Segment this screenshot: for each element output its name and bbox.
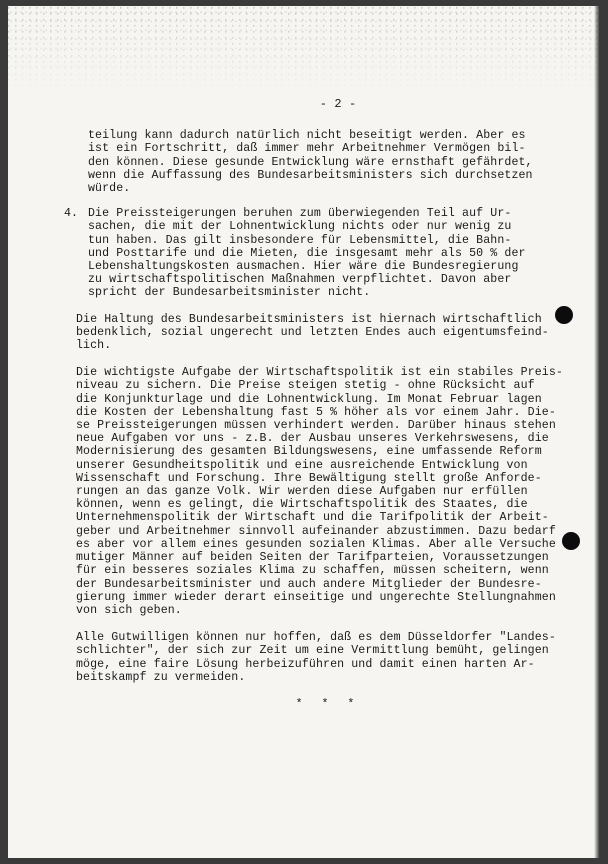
text-line: Die Preissteigerungen beruhen zum überwiegenden Teil auf Ur-	[88, 207, 512, 221]
text-line: geber und Arbeitnehmer sinnvoll aufeinander abzustimmen. Dazu bedarf	[76, 524, 556, 538]
paragraph-haltung	[76, 313, 578, 353]
document-body	[64, 97, 578, 711]
text-line: können, wenn es gelingt, die Wirtschaftspolitik des Staates, die	[76, 498, 528, 512]
text-line: Unternehmenspolitik der Wirtschaft und die Tarifpolitik der Arbeit-	[76, 511, 549, 525]
text-line: tun haben. Das gilt insbesondere für Lebensmittel, die Bahn-	[88, 233, 512, 247]
scan-noise	[8, 6, 600, 96]
text-line: beitskampf zu vermeiden.	[76, 670, 246, 684]
text-line: die Konjunkturlage und die Lohnentwicklung. Im Monat Februar lagen	[76, 392, 542, 406]
text-line: sachen, die mit der Lohnentwicklung nichts oder nur wenig zu	[88, 220, 512, 234]
text-line: zu wirtschaftspolitischen Maßnahmen verpflichtet. Davon aber	[88, 273, 512, 287]
text-line: Die wichtigste Aufgabe der Wirtschaftspolitik ist ein stabiles Preis-	[76, 366, 563, 380]
text-line: gierung immer wieder derart einseitige und ungerechte Stellungnahmen	[76, 590, 556, 604]
text-line: niveau zu sichern. Die Preise steigen stetig - ohne Rücksicht auf	[76, 379, 535, 393]
text-line: rungen an das ganze Volk. Wir werden diese Aufgaben nur erfüllen	[76, 485, 528, 499]
text-line: Wissenschaft und Forschung. Ihre Bewältigung stellt große Anforde-	[76, 471, 542, 485]
text-line: den können. Diese gesunde Entwicklung wäre ernsthaft gefährdet,	[88, 155, 533, 169]
document-page	[8, 6, 600, 858]
text-line: der Bundesarbeitsminister und auch andere Mitglieder der Bundesre-	[76, 577, 542, 591]
text-line: unserer Gesundheitspolitik und eine ausreichende Entwicklung von	[76, 458, 528, 472]
text-line: würde.	[88, 182, 131, 196]
list-item-4	[64, 207, 578, 300]
text-line: Die Haltung des Bundesarbeitsministers ist hiernach wirtschaftlich	[76, 312, 542, 326]
scan-edge	[594, 6, 600, 858]
list-item-number: 4.	[64, 207, 79, 221]
page-number: - 2 -	[319, 97, 357, 111]
paragraph-wirtschaftspolitik	[76, 366, 578, 617]
text-line: lich.	[76, 339, 112, 353]
text-line: die Kosten der Lebenshaltung fast 5 % höher als vor einem Jahr. Die-	[76, 405, 556, 419]
text-line: wenn die Auffassung des Bundesarbeitsministers sich durchsetzen	[88, 168, 533, 182]
text-line: Lebenshaltungskosten ausmachen. Hier wäre die Bundesregierung	[88, 260, 519, 274]
text-line: es aber vor allem eines gesunden sozialen Klimas. Aber alle Versuche	[76, 537, 556, 551]
text-line: ist ein Fortschritt, daß immer mehr Arbeitnehmer Vermögen bil-	[88, 142, 526, 156]
end-mark: * * *	[295, 697, 361, 711]
text-line: bedenklich, sozial ungerecht und letzten Endes auch eigentumsfeind-	[76, 325, 549, 339]
text-line: von sich geben.	[76, 603, 182, 617]
continued-paragraph	[88, 129, 578, 195]
text-line: für ein besseres soziales Klima zu schaffen, müssen scheitern, wenn	[76, 564, 549, 578]
text-line: spricht der Bundesarbeitsminister nicht.	[88, 286, 371, 300]
text-line: teilung kann dadurch natürlich nicht beseitigt werden. Aber es	[88, 129, 526, 143]
paragraph-gutwillige	[76, 631, 578, 684]
text-line: und Posttarife und die Mieten, die insgesamt mehr als 50 % der	[88, 246, 526, 260]
text-line: Alle Gutwilligen können nur hoffen, daß es dem Düsseldorfer "Landes-	[76, 631, 556, 645]
text-line: mutiger Männer auf beiden Seiten der Tarifparteien, Voraussetzungen	[76, 551, 549, 565]
text-line: schlichter", der sich zur Zeit um eine Vermittlung bemüht, gelingen	[76, 644, 549, 658]
text-line: neue Aufgaben vor uns - z.B. der Ausbau unseres Verkehrswesens, die	[76, 432, 549, 446]
text-line: Modernisierung des gesamten Bildungswesens, eine umfassende Reform	[76, 445, 542, 459]
text-line: se Preissteigerungen müssen verhindert werden. Darüber hinaus stehen	[76, 419, 556, 433]
text-line: möge, eine faire Lösung herbeizuführen und damit einen harten Ar-	[76, 657, 535, 671]
